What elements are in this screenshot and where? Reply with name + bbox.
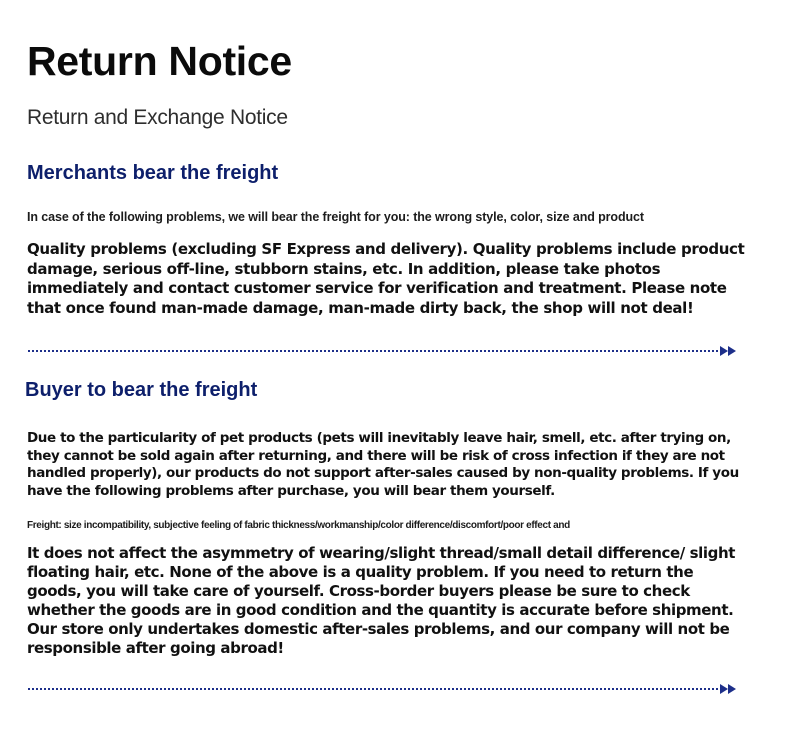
buyer-freight-body: Due to the particularity of pet products (pets will inevitably leave hair, smell, etc. after trying on, they cannot be sold again after returning, and there will be risk of cross infection if they are not handled properly), our products do not support after-sales caused by non-quality problems. If you have the following problems after purchase, you will bear them yourself. [27, 430, 739, 499]
dotted-line [28, 688, 718, 690]
bottom-divider [28, 683, 738, 695]
merchant-freight-heading: Merchants bear the freight [27, 162, 279, 184]
buyer-freight-closing: It does not affect the asymmetry of wearing/slight thread/small detail difference/ slight floating hair, etc. None of the above is a quality problem. If you need to return the goods, you will take care of yourself. Cross-border buyers please be sure to check whether the goods are in good condition and the quantity is accurate before shipment. Our store only undertakes domestic after-sales problems, and our company will not be responsible after going abroad! [27, 544, 736, 657]
buyer-freight-heading: Buyer to bear the freight [25, 379, 258, 401]
double-arrow-right-icon [720, 683, 738, 695]
merchant-freight-intro: In case of the following problems, we will bear the freight for you: the wrong style, color, size and product [27, 210, 644, 224]
merchant-freight-body: Quality problems (excluding SF Express and delivery). Quality problems include product damage, serious off-line, stubborn stains, etc. In addition, please take photos immediately and contact customer service for verification and treatment. Please note that once found man-made damage, man-made dirty back, the shop will not deal! [27, 240, 745, 317]
page-title: Return Notice [27, 38, 292, 84]
dotted-line [28, 350, 718, 352]
section-divider [28, 345, 738, 357]
page-subtitle: Return and Exchange Notice [27, 106, 288, 129]
freight-note: Freight: size incompatibility, subjective feeling of fabric thickness/workmanship/color difference/discomfort/poor effect and [27, 520, 570, 531]
double-arrow-right-icon [720, 345, 738, 357]
